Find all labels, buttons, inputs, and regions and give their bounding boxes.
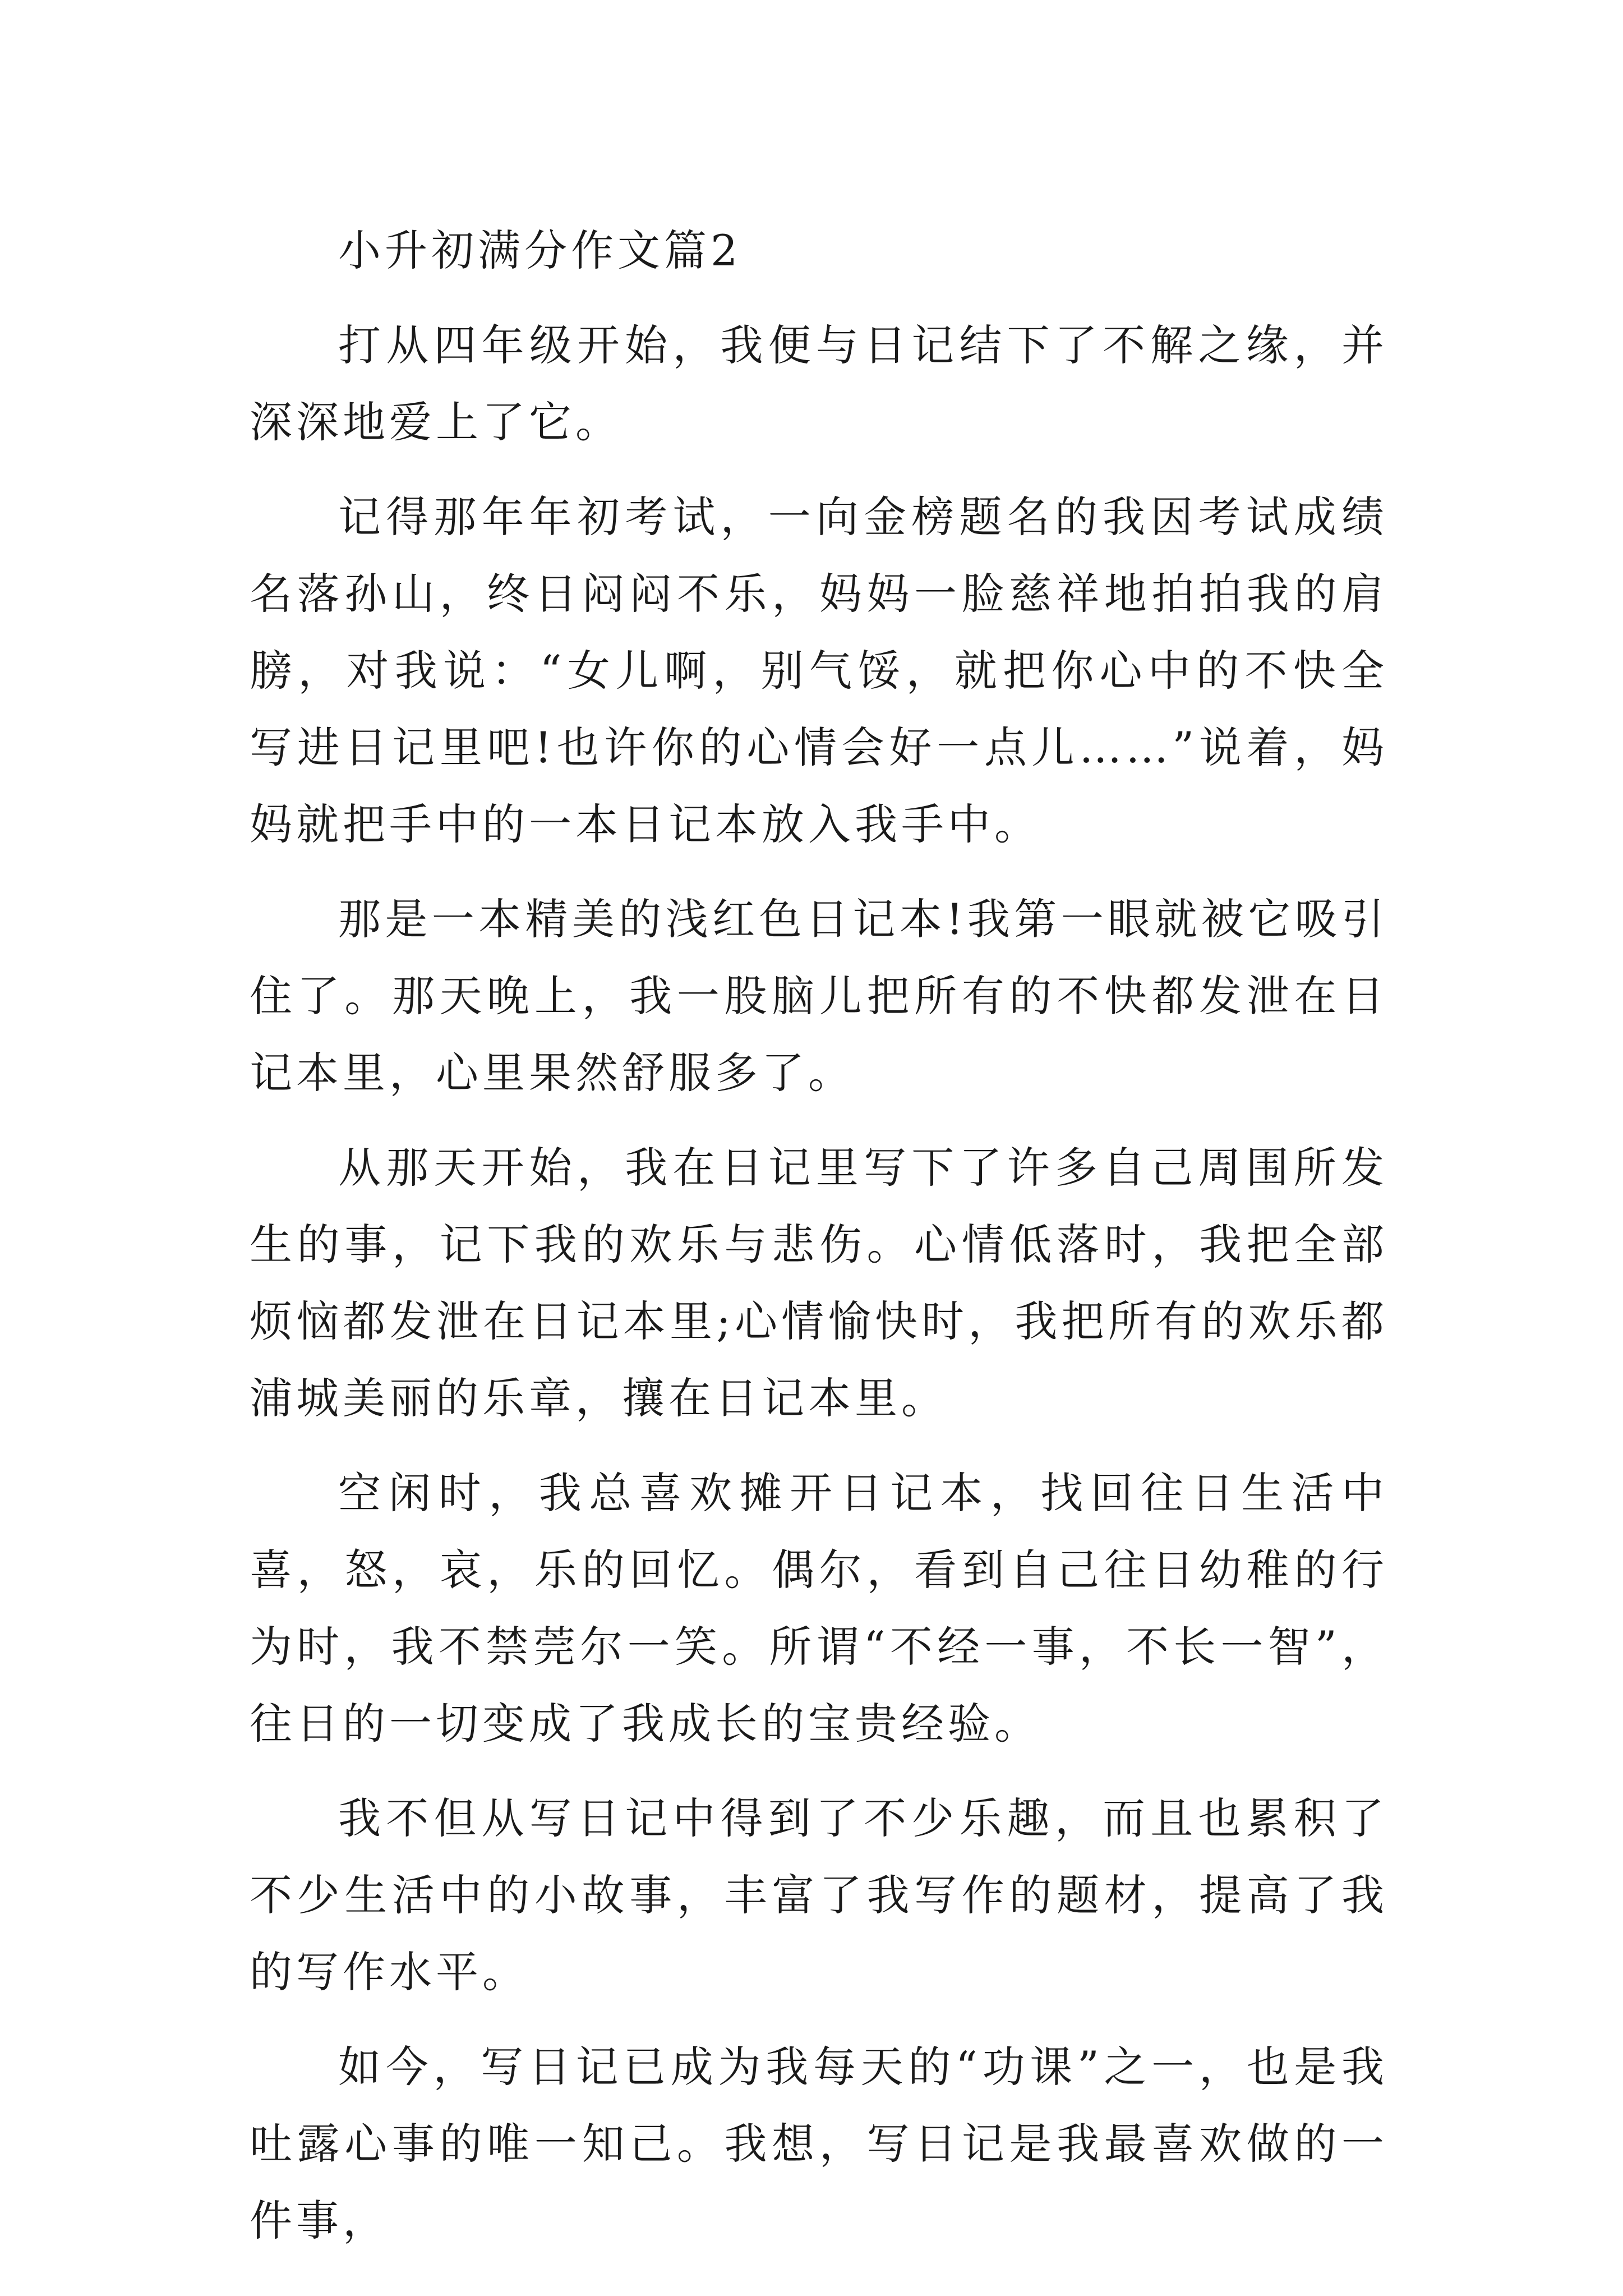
paragraph-4: 从那天开始，我在日记里写下了许多自己周围所发生的事，记下我的欢乐与悲伤。心情低落时，我把全部烦恼都发泄在日记本里;心情愉快时，我把所有的欢乐都浦城美丽的乐章，攘在日记本里。: [250, 1143, 1388, 1423]
paragraph-2: 记得那年年初考试，一向金榜题名的我因考试成绩名落孙山，终日闷闷不乐，妈妈一脸慈祥地拍拍我的肩膀，对我说：“女儿啊，别气馁，就把你心中的不快全写进日记里吧!也许你的心情会好一点儿……”说着，妈妈就把手中的一本日记本放入我手中。: [250, 492, 1388, 849]
paragraph-5: 空闲时，我总喜欢摊开日记本，找回往日生活中喜，怒，哀，乐的回忆。偶尔，看到自己往日幼稚的行为时，我不禁莞尔一笑。所谓“不经一事，不长一智”，往日的一切变成了我成长的宝贵经验。: [250, 1468, 1388, 1749]
paragraph-3: 那是一本精美的浅红色日记本!我第一眼就被它吸引住了。那天晚上，我一股脑儿把所有的不快都发泄在日记本里，心里果然舒服多了。: [250, 894, 1388, 1098]
paragraph-7: 如今，写日记已成为我每天的“功课”之一，也是我吐露心事的唯一知己。我想，写日记是我最喜欢做的一件事，: [250, 2042, 1388, 2246]
paragraph-1: 打从四年级开始，我便与日记结下了不解之缘，并深深地爱上了它。: [250, 320, 1388, 447]
document-body: [250, 212, 1388, 2277]
paragraph-6: 我不但从写日记中得到了不少乐趣，而且也累积了不少生活中的小故事，丰富了我写作的题材，提高了我的写作水平。: [250, 1793, 1388, 1997]
document-title: 小升初满分作文篇2: [338, 226, 742, 275]
